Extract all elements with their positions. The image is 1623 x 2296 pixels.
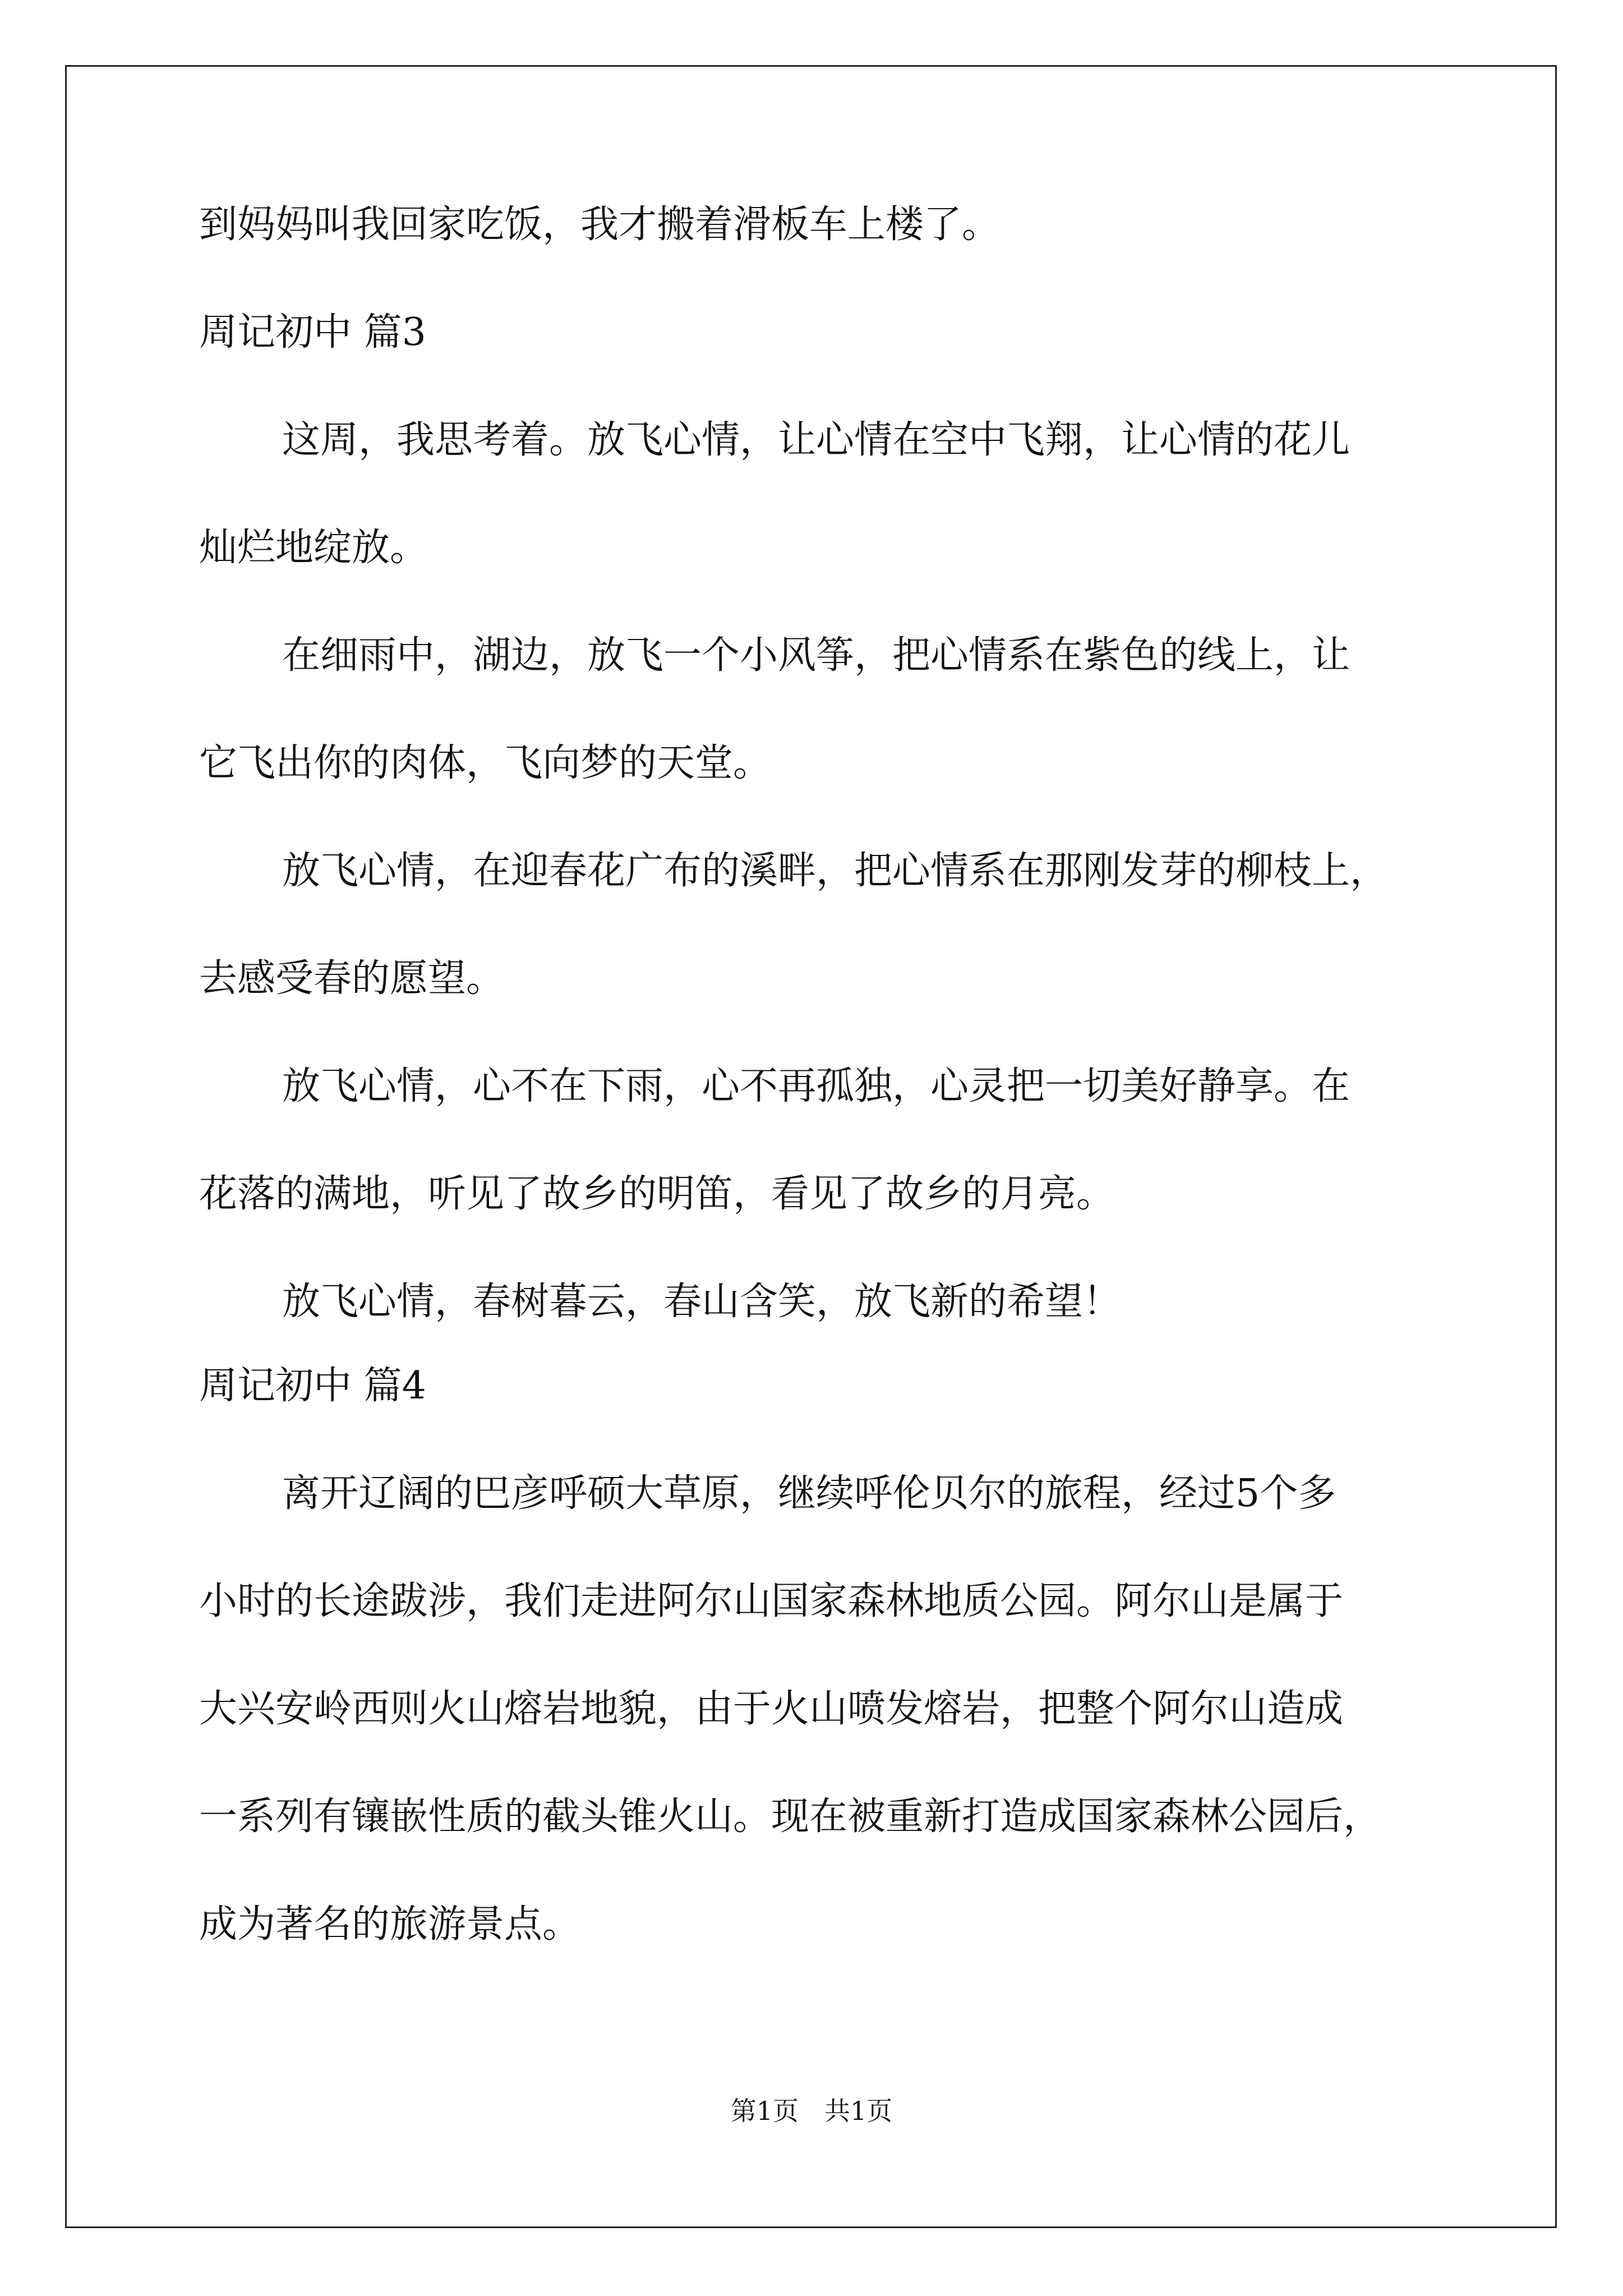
paragraph-line: 成为著名的旅游景点。 — [199, 1902, 581, 1947]
paragraph-line: 小时的长途跋涉，我们走进阿尔山国家森林地质公园。阿尔山是属于 — [199, 1579, 1344, 1623]
paragraph-line: 去感受春的愿望。 — [199, 956, 505, 1001]
paragraph-5 — [199, 1276, 1433, 1328]
paragraph-line: 放飞心情，春树暮云，春山含笑，放飞新的希望！ — [282, 1280, 1122, 1324]
paragraph-line: 放飞心情，在迎春花广布的溪畔，把心情系在那刚发芽的柳枝上， — [282, 849, 1389, 893]
paragraph-line: 放飞心情，心不在下雨，心不再孤独，心灵把一切美好静享。在 — [282, 1064, 1350, 1108]
paragraph-6 — [199, 1468, 1433, 1950]
paragraph-line: 大兴安岭西则火山熔岩地貌，由于火山喷发熔岩，把整个阿尔山造成 — [199, 1687, 1344, 1731]
paragraph-line: 花落的满地，听见了故乡的明笛，看见了故乡的月亮。 — [199, 1172, 1115, 1216]
paragraph-3 — [199, 845, 1433, 1005]
paragraph-line: 它飞出你的肉体，飞向梦的天堂。 — [199, 741, 772, 785]
section-heading-3: 周记初中 篇3 — [199, 310, 426, 355]
continuation-line: 到妈妈叫我回家吃饭，我才搬着滑板车上楼了。 — [199, 203, 1000, 247]
paragraph-2 — [199, 630, 1433, 789]
paragraph-line: 在细雨中，湖边，放飞一个小风筝，把心情系在紫色的线上，让 — [282, 633, 1350, 678]
paragraph-line: 灿烂地绽放。 — [199, 526, 428, 570]
paragraph-line: 一系列有镶嵌性质的截头锥火山。现在被重新打造成国家森林公园后， — [199, 1795, 1382, 1839]
document-body — [199, 199, 1433, 2007]
paragraph-4 — [199, 1061, 1433, 1220]
paragraph-line: 离开辽阔的巴彦呼硕大草原，继续呼伦贝尔的旅程，经过5个多 — [282, 1471, 1336, 1516]
page-number-footer: 第1页 共1页 — [730, 2096, 893, 2126]
section-heading-4: 周记初中 篇4 — [199, 1364, 426, 1408]
paragraph-1 — [199, 415, 1433, 574]
paragraph-line: 这周，我思考着。放飞心情，让心情在空中飞翔，让心情的花儿 — [282, 418, 1350, 462]
